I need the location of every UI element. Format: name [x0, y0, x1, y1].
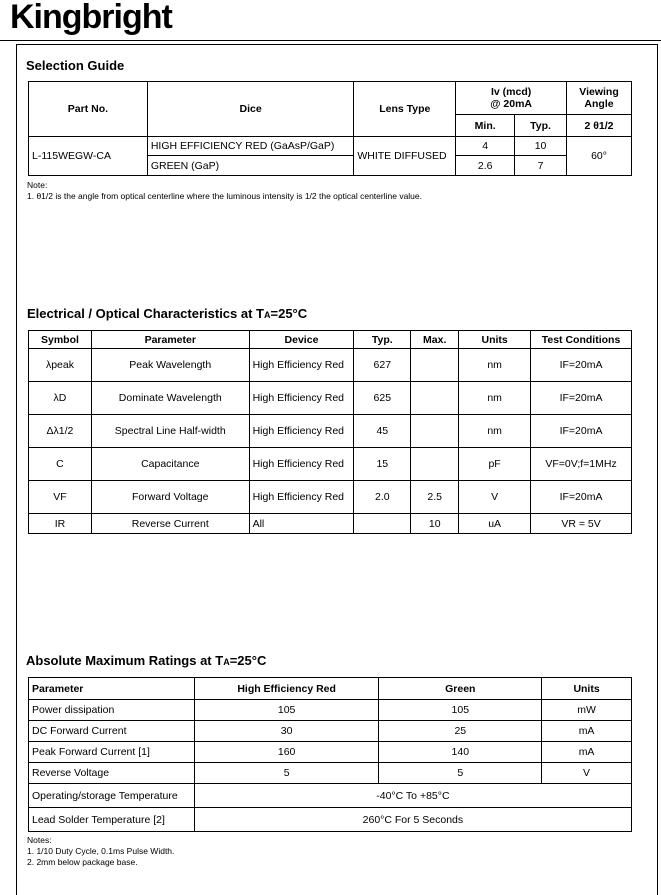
device-line-1: High Efficiency Red: [252, 359, 345, 371]
green-value-cell: 5: [379, 763, 542, 784]
header-symbol: Symbol: [29, 331, 92, 349]
symbol-cell: IR: [29, 514, 92, 534]
table-row: [29, 349, 632, 382]
green-value-cell: 25: [379, 721, 542, 742]
selection-note-1: 1. θ1/2 is the angle from optical centerline where the luminous intensity is 1/2 the optical centerline value.: [27, 191, 423, 201]
parameter-cell: Spectral Line Half-width: [91, 415, 249, 448]
parameter-cell: Peak Wavelength: [91, 349, 249, 382]
typ-line-1: 627: [373, 359, 392, 371]
condition-cell: IF=20mA: [531, 349, 632, 382]
header-iv: [456, 82, 567, 115]
device-line-1: All: [252, 517, 265, 530]
units-cell: mW: [542, 700, 632, 721]
condition-cell: IF=20mA: [531, 481, 632, 514]
parameter-cell: Dominate Wavelength: [91, 382, 249, 415]
absolute-note-2: 2. 2mm below package base.: [27, 857, 138, 867]
units-cell: nm: [459, 382, 531, 415]
units-cell: V: [459, 481, 531, 514]
table-row: [29, 448, 632, 481]
absolute-table: [28, 677, 632, 832]
header-rule: [0, 40, 661, 41]
selection-note-title: Note:: [27, 180, 48, 190]
typ-line-1: 625: [373, 392, 392, 404]
units-cell: mA: [542, 721, 632, 742]
max-cell: [411, 481, 459, 514]
typ-line-1: 2.0: [375, 491, 390, 503]
header-green: Green: [379, 678, 542, 700]
absolute-note-1: 1. 1/10 Duty Cycle, 0.1ms Pulse Width.: [27, 846, 175, 856]
selection-guide-title: Selection Guide: [26, 58, 125, 73]
parameter-cell: Capacitance: [91, 448, 249, 481]
typ-cell: [354, 481, 411, 514]
electrical-table: [28, 330, 632, 534]
table-row: [29, 763, 632, 784]
device-line-1: High Efficiency Red: [252, 392, 345, 404]
device-line-1: High Efficiency Red: [252, 458, 345, 470]
units-cell: uA: [459, 514, 531, 534]
header-2theta: 2 θ1/2: [567, 115, 632, 137]
header-parameter: Parameter: [91, 331, 249, 349]
part-number: L-115WEGW-CA: [29, 137, 148, 176]
max-cell: [411, 349, 459, 382]
absolute-notes-title: Notes:: [27, 835, 52, 845]
typ-cell: [354, 514, 411, 534]
header-iv-condition: @ 20mA: [490, 98, 532, 110]
iv-typ-green: 7: [515, 156, 567, 176]
table-row: [29, 415, 632, 448]
typ-cell: [354, 415, 411, 448]
header-units: Units: [542, 678, 632, 700]
iv-typ-red: 10: [515, 137, 567, 156]
table-row: [29, 382, 632, 415]
units-cell: nm: [459, 415, 531, 448]
typ-line-1: 45: [376, 425, 389, 437]
header-dice: Dice: [147, 82, 354, 137]
parameter-cell: Reverse Voltage: [29, 763, 195, 784]
condition-cell: VR = 5V: [531, 514, 632, 534]
max-line-1: 10: [428, 517, 441, 530]
absolute-notes: [27, 835, 174, 868]
device-line-1: High Efficiency Red: [252, 425, 345, 437]
lens-type: WHITE DIFFUSED: [354, 137, 456, 176]
absolute-title-text: Absolute Maximum Ratings at T: [26, 653, 224, 668]
symbol-cell: C: [29, 448, 92, 481]
symbol-cell: λD: [29, 382, 92, 415]
units-cell: nm: [459, 349, 531, 382]
units-cell: V: [542, 763, 632, 784]
parameter-cell: DC Forward Current: [29, 721, 195, 742]
header-iv-label: Iv (mcd): [490, 86, 532, 98]
max-cell: [411, 514, 459, 534]
temp-label: Operating/storage Temperature: [29, 784, 195, 808]
red-value-cell: 5: [194, 763, 379, 784]
header-max: Max.: [411, 331, 459, 349]
header-device: Device: [249, 331, 354, 349]
parameter-cell: Peak Forward Current [1]: [29, 742, 195, 763]
green-value-cell: 140: [379, 742, 542, 763]
selection-guide-table: [28, 81, 632, 176]
table-row: [29, 514, 632, 534]
units-cell: pF: [459, 448, 531, 481]
parameter-cell: Power dissipation: [29, 700, 195, 721]
red-value-cell: 105: [194, 700, 379, 721]
dice-red: HIGH EFFICIENCY RED (GaAsP/GaP): [147, 137, 354, 156]
absolute-title: [26, 653, 266, 668]
units-cell: mA: [542, 742, 632, 763]
header-lens-type: Lens Type: [354, 82, 456, 137]
header-high-efficiency-red: High Efficiency Red: [194, 678, 379, 700]
symbol-cell: λpeak: [29, 349, 92, 382]
solder-value: 260°C For 5 Seconds: [194, 808, 631, 832]
green-value-cell: 105: [379, 700, 542, 721]
header-typ: Typ.: [354, 331, 411, 349]
header-typ: Typ.: [515, 115, 567, 137]
red-value-cell: 160: [194, 742, 379, 763]
header-part-no: Part No.: [29, 82, 148, 137]
header-viewing-angle: [567, 82, 632, 115]
iv-min-green: 2.6: [456, 156, 515, 176]
header-angle-label: Angle: [584, 98, 614, 110]
condition-cell: VF=0V;f=1MHz: [531, 448, 632, 481]
electrical-title-sub: A: [264, 310, 271, 320]
device-cell: [249, 382, 354, 415]
absolute-title-sub: A: [223, 657, 230, 667]
header-test-conditions: Test Conditions: [531, 331, 632, 349]
device-cell: [249, 448, 354, 481]
temp-value: -40°C To +85°C: [194, 784, 631, 808]
solder-label: Lead Solder Temperature [2]: [29, 808, 195, 832]
typ-cell: [354, 349, 411, 382]
device-cell: [249, 415, 354, 448]
table-row: [29, 700, 632, 721]
header-units: Units: [459, 331, 531, 349]
parameter-cell: Reverse Current: [91, 514, 249, 534]
header-parameter: Parameter: [29, 678, 195, 700]
max-cell: [411, 415, 459, 448]
max-cell: [411, 382, 459, 415]
viewing-angle-value: 60°: [567, 137, 632, 176]
typ-cell: [354, 382, 411, 415]
dice-green: GREEN (GaP): [147, 156, 354, 176]
header-min: Min.: [456, 115, 515, 137]
condition-cell: IF=20mA: [531, 415, 632, 448]
absolute-title-end: =25°C: [229, 653, 267, 668]
parameter-cell: Forward Voltage: [91, 481, 249, 514]
iv-min-red: 4: [456, 137, 515, 156]
device-cell: [249, 349, 354, 382]
red-value-cell: 30: [194, 721, 379, 742]
table-row: [29, 742, 632, 763]
kingbright-logo: Kingbright: [10, 0, 172, 36]
typ-line-1: 15: [376, 458, 389, 470]
max-cell: [411, 448, 459, 481]
device-line-1: High Efficiency Red: [252, 491, 345, 503]
max-line-1: 2.5: [427, 491, 443, 503]
condition-cell: IF=20mA: [531, 382, 632, 415]
selection-note: [27, 180, 422, 202]
electrical-title-end: =25°C: [270, 306, 308, 321]
symbol-cell: VF: [29, 481, 92, 514]
electrical-title-text: Electrical / Optical Characteristics at T: [27, 306, 264, 321]
symbol-cell: Δλ1/2: [29, 415, 92, 448]
table-row: [29, 721, 632, 742]
device-cell: [249, 514, 354, 534]
typ-cell: [354, 448, 411, 481]
device-cell: [249, 481, 354, 514]
table-row: [29, 481, 632, 514]
electrical-title: [27, 306, 307, 321]
header-viewing-label: Viewing: [579, 86, 619, 98]
